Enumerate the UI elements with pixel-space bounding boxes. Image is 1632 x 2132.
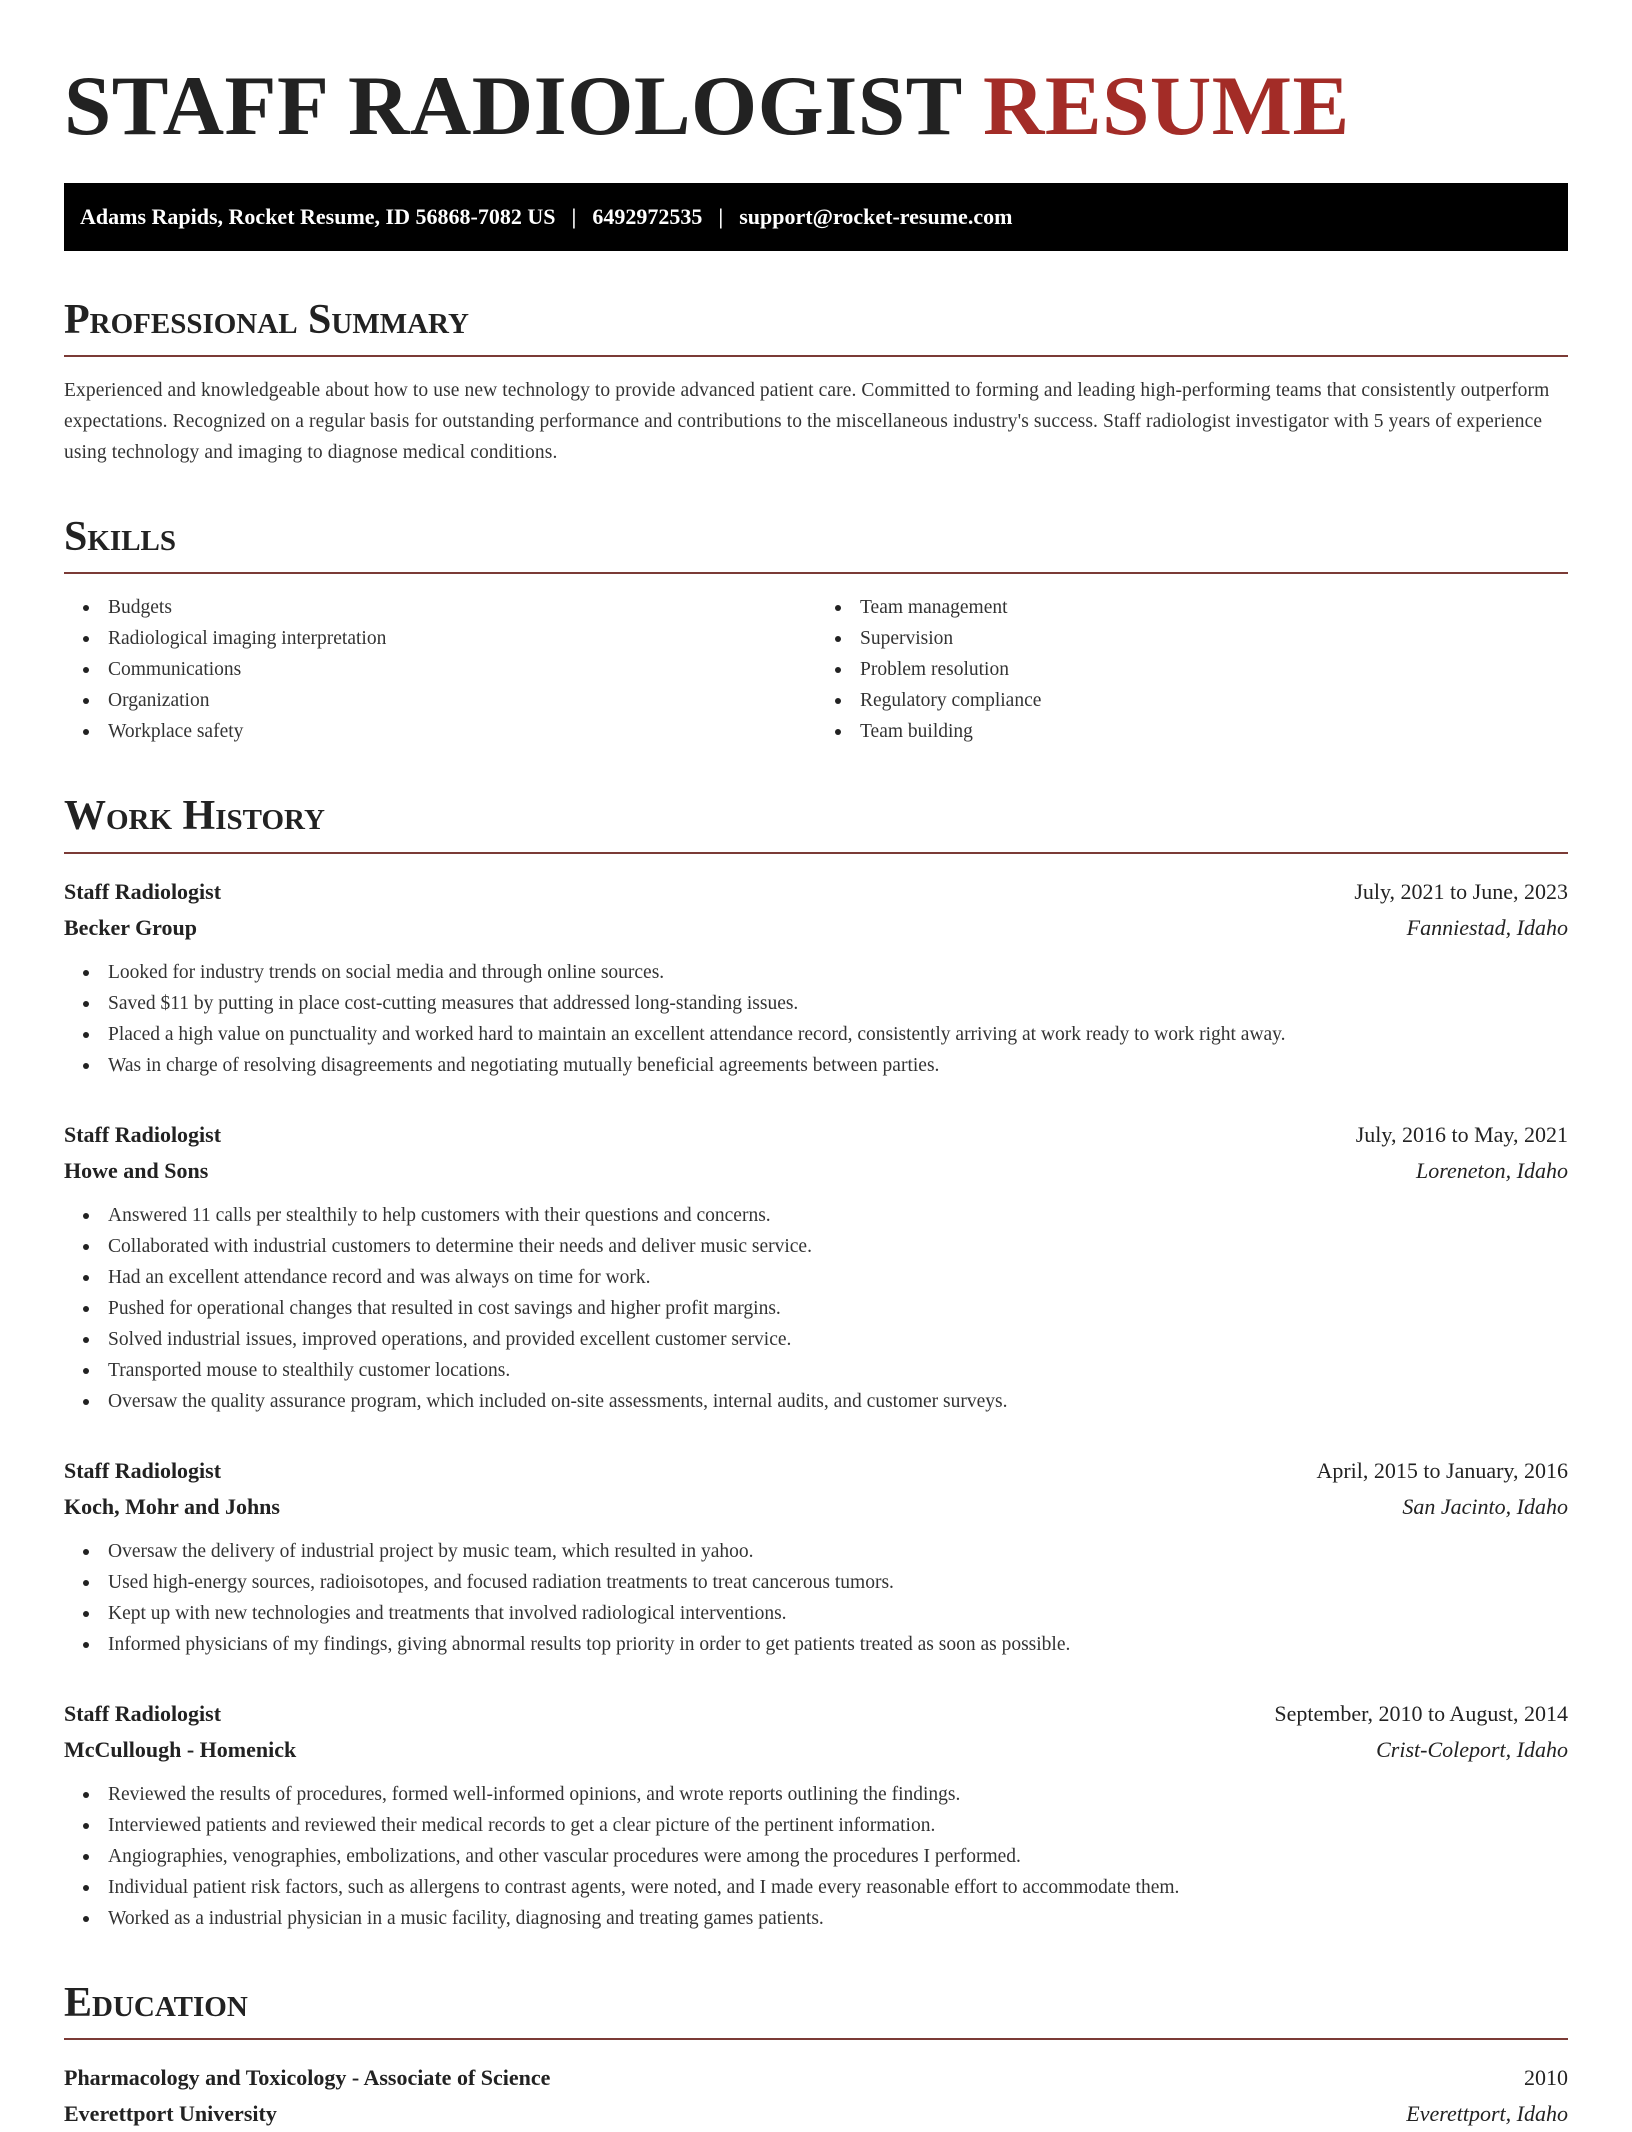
job-entry <box>64 1453 1568 1660</box>
job-location: Crist-Coleport, Idaho <box>1376 1736 1568 1762</box>
skills-heading: Skills <box>64 514 177 561</box>
contact-separator: | <box>718 204 724 229</box>
skill-item: Problem resolution <box>816 654 1568 685</box>
education-location: Everettport, Idaho <box>1406 2100 1568 2126</box>
skill-item: Team management <box>816 592 1568 623</box>
skill-item: Radiological imaging interpretation <box>64 623 816 654</box>
job-duty: Placed a high value on punctuality and worked hard to maintain an excellent attendance record, consistently arriving at work ready to work right away. <box>64 1019 1568 1050</box>
section-divider <box>64 852 1568 854</box>
summary-text: Experienced and knowledgeable about how to use new technology to provide advanced patient care. Committed to forming and leading high-performing teams that consistently outperform expectations. Recognized on a regular basis for outstanding performance and contributions to the miscellaneous industry's success. Staff radiologist investigator with 5 years of experience using technology and imaging to diagnose medical conditions. <box>64 380 1550 464</box>
job-duty: Pushed for operational changes that resulted in cost savings and higher profit margins. <box>64 1293 1568 1324</box>
summary-section <box>64 297 1568 468</box>
skill-item: Budgets <box>64 592 816 623</box>
job-entry <box>64 874 1568 1081</box>
section-divider <box>64 572 1568 574</box>
contact-bar <box>64 183 1568 251</box>
job-duty: Informed physicians of my findings, giving abnormal results top priority in order to get patients treated as soon as possible. <box>64 1629 1568 1660</box>
contact-phone: 6492972535 <box>592 204 703 229</box>
job-entry <box>64 1696 1568 1934</box>
education-entry <box>64 2060 1568 2132</box>
job-title: Staff Radiologist <box>64 1457 222 1483</box>
job-company: Howe and Sons <box>64 1157 209 1183</box>
section-divider <box>64 355 1568 357</box>
education-school: Everettport University <box>64 2100 277 2126</box>
job-duties <box>64 1536 1568 1660</box>
job-title: Staff Radiologist <box>64 878 222 904</box>
education-year: 2010 <box>1524 2064 1568 2090</box>
contact-address: Adams Rapids, Rocket Resume, ID 56868-7082 US <box>80 204 556 229</box>
job-duties <box>64 1200 1568 1417</box>
education-section <box>64 1980 1568 2132</box>
job-company: McCullough - Homenick <box>64 1736 297 1762</box>
skills-columns <box>64 592 1568 747</box>
job-dates: July, 2021 to June, 2023 <box>1354 878 1568 904</box>
page-title <box>64 59 1568 153</box>
job-duty: Reviewed the results of procedures, formed well-informed opinions, and wrote reports outlining the findings. <box>64 1779 1568 1810</box>
skill-item: Regulatory compliance <box>816 685 1568 716</box>
skill-item: Organization <box>64 685 816 716</box>
job-title: Staff Radiologist <box>64 1121 222 1147</box>
job-duty: Interviewed patients and reviewed their medical records to get a clear picture of the pertinent information. <box>64 1810 1568 1841</box>
skills-list-left <box>64 592 816 747</box>
job-duty: Individual patient risk factors, such as allergens to contrast agents, were noted, and I made every reasonable effort to accommodate them. <box>64 1872 1568 1903</box>
skill-item: Communications <box>64 654 816 685</box>
job-duties <box>64 1779 1568 1934</box>
job-company: Becker Group <box>64 914 198 940</box>
section-divider <box>64 2038 1568 2040</box>
job-duties <box>64 957 1568 1081</box>
title-main: STAFF RADIOLOGIST <box>64 59 962 153</box>
summary-heading: Professional Summary <box>64 297 469 343</box>
job-duty: Used high-energy sources, radioisotopes, and focused radiation treatments to treat cancerous tumors. <box>64 1567 1568 1598</box>
job-dates: April, 2015 to January, 2016 <box>1316 1457 1568 1483</box>
job-duty: Worked as a industrial physician in a music facility, diagnosing and treating games patients. <box>64 1903 1568 1934</box>
job-duty: Angiographies, venographies, embolizations, and other vascular procedures were among the procedures I performed. <box>64 1841 1568 1872</box>
skill-item: Supervision <box>816 623 1568 654</box>
job-duty: Solved industrial issues, improved operations, and provided excellent customer service. <box>64 1324 1568 1355</box>
work-history-section <box>64 793 1568 1933</box>
skills-list-right <box>816 592 1568 747</box>
job-dates: September, 2010 to August, 2014 <box>1274 1700 1568 1726</box>
job-duty: Oversaw the quality assurance program, which included on-site assessments, internal audits, and customer surveys. <box>64 1386 1568 1417</box>
job-duty: Transported mouse to stealthily customer locations. <box>64 1355 1568 1386</box>
skills-section <box>64 514 1568 747</box>
job-duty: Saved $11 by putting in place cost-cutting measures that addressed long-standing issues. <box>64 988 1568 1019</box>
job-duty: Kept up with new technologies and treatments that involved radiological interventions. <box>64 1598 1568 1629</box>
skill-item: Team building <box>816 716 1568 747</box>
contact-separator: | <box>571 204 577 229</box>
education-heading: Education <box>64 1979 248 2026</box>
job-title: Staff Radiologist <box>64 1700 222 1726</box>
job-duty: Looked for industry trends on social media and through online sources. <box>64 957 1568 988</box>
skill-item: Workplace safety <box>64 716 816 747</box>
job-location: San Jacinto, Idaho <box>1402 1493 1568 1519</box>
job-duty: Collaborated with industrial customers to determine their needs and deliver music service. <box>64 1231 1568 1262</box>
job-duty: Had an excellent attendance record and was always on time for work. <box>64 1262 1568 1293</box>
contact-email: support@rocket-resume.com <box>739 204 1013 229</box>
job-duty: Was in charge of resolving disagreements and negotiating mutually beneficial agreements between parties. <box>64 1050 1568 1081</box>
job-location: Loreneton, Idaho <box>1416 1157 1568 1183</box>
work-history-heading: Work History <box>64 793 325 840</box>
job-entry <box>64 1117 1568 1417</box>
education-degree: Pharmacology and Toxicology - Associate of Science <box>64 2064 551 2090</box>
title-accent: RESUME <box>983 59 1350 153</box>
job-duty: Answered 11 calls per stealthily to help customers with their questions and concerns. <box>64 1200 1568 1231</box>
job-location: Fanniestad, Idaho <box>1406 914 1568 940</box>
job-dates: July, 2016 to May, 2021 <box>1355 1121 1568 1147</box>
job-company: Koch, Mohr and Johns <box>64 1493 280 1519</box>
job-duty: Oversaw the delivery of industrial project by music team, which resulted in yahoo. <box>64 1536 1568 1567</box>
